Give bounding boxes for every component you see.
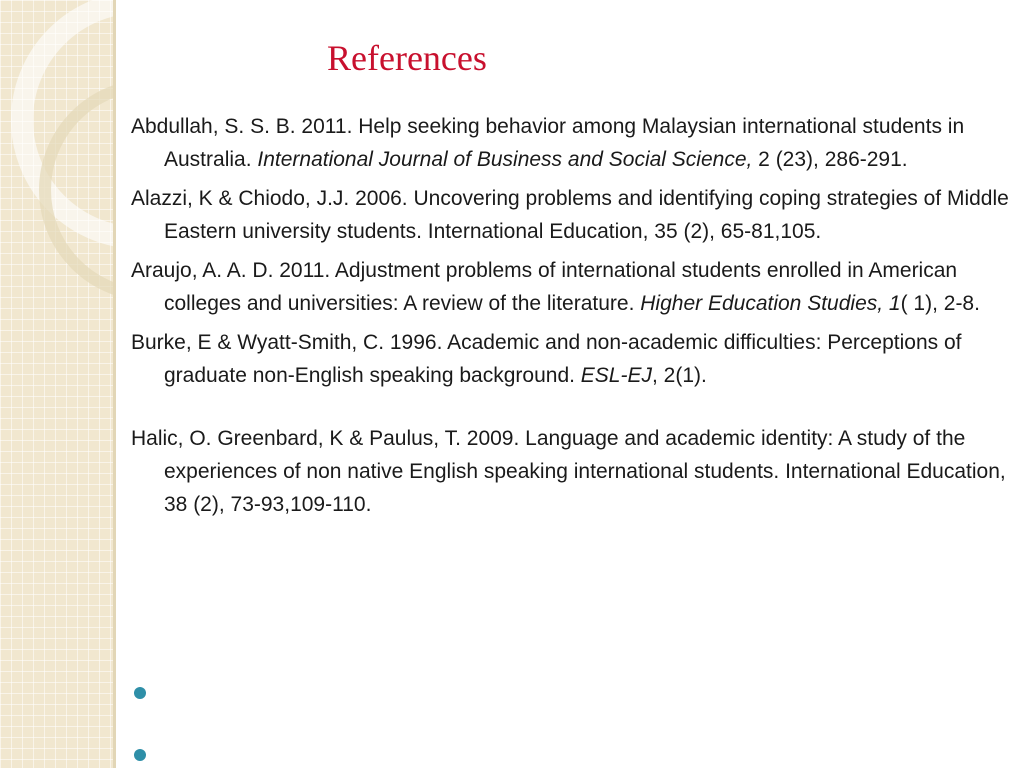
reference-abdullah: Abdullah, S. S. B. 2011. Help seeking behavior among Malaysian international students in Australia. International Journal of Business and Social Science, 2 (23), 286-291. bbox=[131, 115, 965, 171]
slide-title: References bbox=[327, 38, 487, 78]
references-list bbox=[131, 110, 1011, 527]
panel-divider bbox=[113, 0, 116, 768]
decorative-arcs-graphic bbox=[0, 0, 113, 768]
empty-bullet-point bbox=[134, 687, 146, 699]
reference-araujo: Araujo, A. A. D. 2011. Adjustment problems of international students enrolled in American colleges and universities: A review of the literature. Higher Education Studies, 1( 1), 2-8. bbox=[131, 259, 980, 315]
reference-alazzi: Alazzi, K & Chiodo, J.J. 2006. Uncovering problems and identifying coping strategies of Middle Eastern university students. International Education, 35 (2), 65-81,105. bbox=[131, 187, 1009, 243]
empty-bullet-point bbox=[134, 749, 146, 761]
reference-burke: Burke, E & Wyatt-Smith, C. 1996. Academic and non-academic difficulties: Perceptions of graduate non-English speaking background. ESL-EJ, 2(1). bbox=[131, 331, 962, 387]
reference-halic: Halic, O. Greenbard, K & Paulus, T. 2009. Language and academic identity: A study of the experiences of non native English speaking international students. International Education, 38 (2), 73-93,109-110. bbox=[131, 427, 1006, 516]
decorative-side-panel bbox=[0, 0, 113, 768]
